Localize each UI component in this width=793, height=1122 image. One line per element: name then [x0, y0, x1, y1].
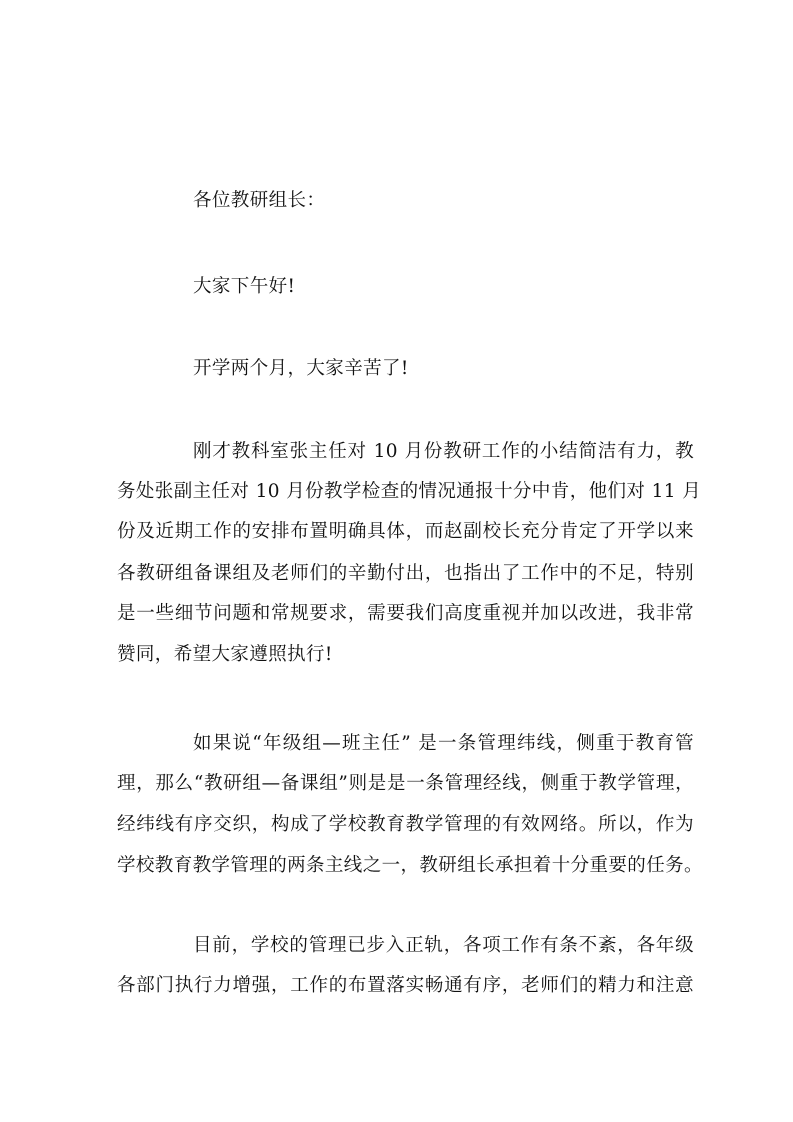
salutation: 各位教研组长： [193, 190, 326, 211]
paragraph-line: 各部门执行力增强，工作的布置落实畅通有序，老师们的精力和注意 [117, 975, 694, 996]
paragraph-line: 份及近期工作的安排布置明确具体，而赵副校长充分肯定了开学以来 [117, 521, 694, 542]
paragraph-line: 各教研组备课组及老师们的辛勤付出，也指出了工作中的不足，特别 [117, 563, 694, 584]
paragraph-line: 经纬线有序交织，构成了学校教育教学管理的有效网络。所以，作为 [117, 814, 694, 835]
paragraph-line: 学校教育教学管理的两条主线之一，教研组长承担着十分重要的任务。 [117, 855, 703, 876]
paragraph-line: 是一些细节问题和常规要求，需要我们高度重视并加以改进，我非常 [117, 603, 694, 624]
paragraph-line: 刚才教科室张主任对 10 月份教研工作的小结简洁有力，教 [193, 441, 694, 462]
thanks-line: 开学两个月，大家辛苦了! [193, 358, 409, 379]
paragraph-line: 理，那么“教研组—备课组”则是是一条管理经线，侧重于教学管理， [117, 773, 694, 794]
paragraph-line: 如果说“年级组—班主任” 是一条管理纬线，侧重于教育管 [193, 733, 694, 754]
paragraph-line: 务处张副主任对 10 月份教学检查的情况通报十分中肯，他们对 11 月 [117, 481, 702, 502]
greeting: 大家下午好! [193, 276, 296, 297]
paragraph-line: 赞同，希望大家遵照执行! [117, 644, 333, 665]
paragraph-line: 目前，学校的管理已步入正轨，各项工作有条不紊，各年级 [193, 935, 694, 956]
